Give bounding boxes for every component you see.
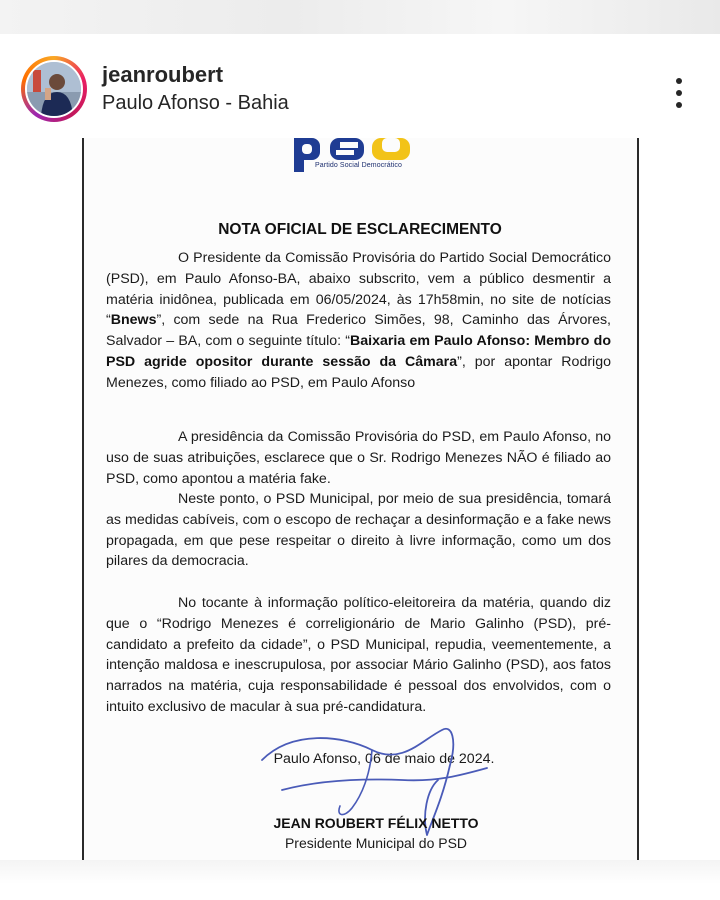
p1-headline: Baixaria em Paulo Afonso: Membro do PSD agride opositor durante sessão da Câmara [106,333,611,370]
more-options-icon[interactable] [664,74,694,112]
top-strip [0,0,720,34]
post-header [0,34,720,138]
signer-name: JEAN ROUBERT FÉLIX NETTO [273,815,479,831]
paragraph-4: No tocante à informação político-eleitoreira da matéria, quando diz que o “Rodrigo Menezes é correligionário de Mario Galinho (PSD), pré-candidato a prefeito da cidade”, o PSD Municipal, repudia, veementemente, a intenção maldosa e inescrupulosa, por associar Mário Galinho (PSD), aos fatos narrados na matéria, cuja responsabilidade é pessoal dos envolvidos, com o intuito exclusivo de macular à sua pré-candidatura. [106,595,611,715]
signer-role: Presidente Municipal do PSD [284,835,468,851]
p1-text-c: ”, por apontar Rodrigo Menezes, como filiado ao PSD, em Paulo Afonso [106,353,611,391]
document-edge-right [637,138,639,860]
bottom-area [0,860,720,900]
document-title: NOTA OFICIAL DE ESCLARECIMENTO [218,221,502,238]
paragraph-2: A presidência da Comissão Provisória do PSD, em Paulo Afonso, no uso de suas atribuições, esclarece que o Sr. Rodrigo Menezes NÃO é filiado ao PSD, como apontou a matéria fake. [106,429,611,487]
document-edge-left [82,138,84,860]
paragraph-3: Neste ponto, o PSD Municipal, por meio de sua presidência, tomará as medidas cabíveis, com o escopo de rechaçar a desinformação e a fake news propagada, em que pese respeitar o direito à livre informação, como um dos pilares da democracia. [106,491,611,570]
p1-site-name: Bnews [110,312,157,329]
avatar[interactable] [25,60,83,118]
document-image [82,138,638,860]
post-username[interactable]: jeanroubert [102,62,224,87]
paragraph-1 [106,248,611,394]
logo-tagline: Partido Social Democrático [315,162,403,169]
date-line: Paulo Afonso, 06 de maio de 2024. [273,751,495,767]
p1-text-a: O Presidente da Comissão Provisória do Partido Social Democrático (PSD), em Paulo Afonso-BA, abaixo subscrito, vem a público desmentir a matéria inidônea, publicada em 06/05/2024, às 17h58min, no site de notícias “ [106,250,611,329]
p1-text-b: ”, com sede na Rua Frederico Simões, 98, Caminho das Árvores, Salvador – BA, com o seguinte título: “ [106,312,611,350]
avatar-story-ring[interactable] [21,56,87,122]
post-location[interactable]: Paulo Afonso - Bahia [102,92,289,114]
